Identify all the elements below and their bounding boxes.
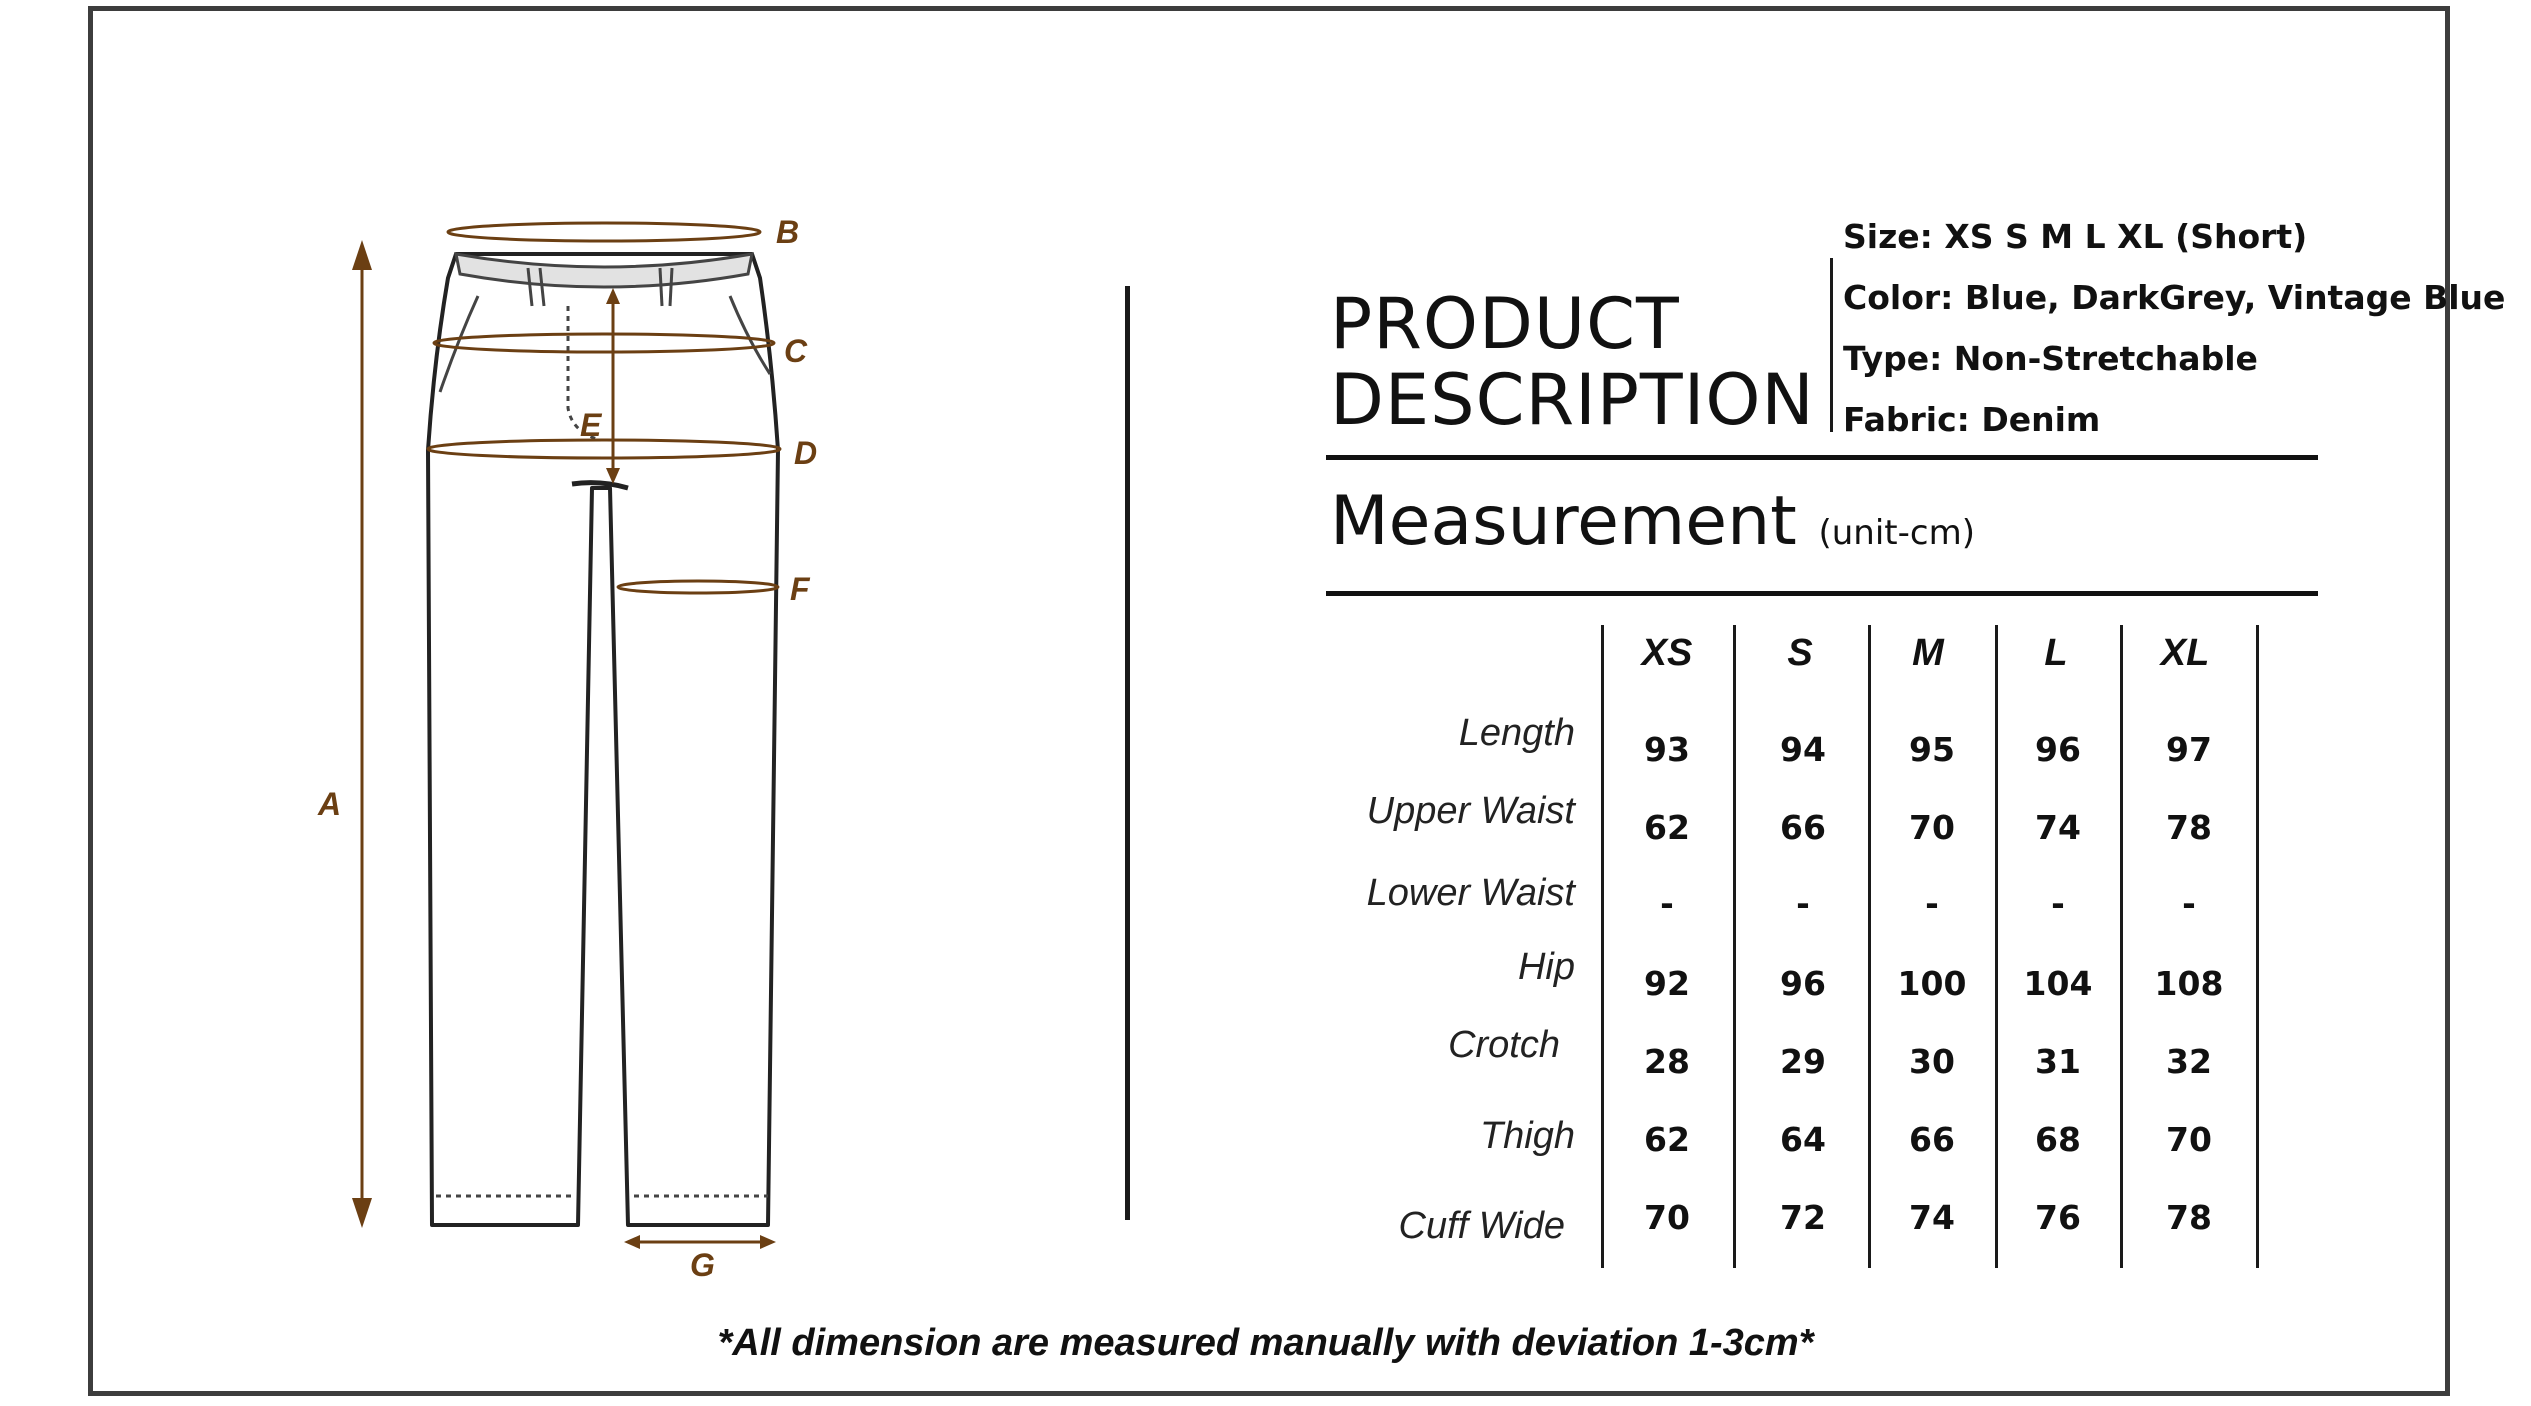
table-cell: - xyxy=(2182,884,2196,923)
table-cell: 92 xyxy=(1644,964,1690,1003)
label-B: B xyxy=(776,214,800,250)
row-label-upper-waist: Upper Waist xyxy=(1366,790,1575,832)
table-cell: 108 xyxy=(2154,964,2224,1003)
rule-top xyxy=(1326,455,2318,460)
table-cell: 62 xyxy=(1644,1120,1690,1159)
product-description-title xyxy=(1330,283,1815,441)
label-D: D xyxy=(794,435,818,471)
table-cell: 28 xyxy=(1644,1042,1690,1081)
table-cell: 96 xyxy=(1780,964,1826,1003)
table-cell: 62 xyxy=(1644,808,1690,847)
table-col-line xyxy=(1868,625,1871,1268)
title-line-2: DESCRIPTION xyxy=(1330,359,1815,441)
table-cell: 72 xyxy=(1780,1198,1826,1237)
table-cell: 66 xyxy=(1909,1120,1955,1159)
size-header-l: L xyxy=(2044,632,2068,674)
table-cell: 74 xyxy=(1909,1198,1955,1237)
pants-diagram xyxy=(0,0,1000,1300)
section-divider xyxy=(1125,286,1130,1220)
table-cell: 70 xyxy=(1644,1198,1690,1237)
row-label-cuff-wide: Cuff Wide xyxy=(1398,1205,1565,1247)
row-label-lower-waist: Lower Waist xyxy=(1366,872,1575,914)
row-label-hip: Hip xyxy=(1517,946,1575,988)
label-C: C xyxy=(784,333,808,369)
title-line-1: PRODUCT xyxy=(1330,283,1680,365)
table-cell: 29 xyxy=(1780,1042,1826,1081)
spec-type: Type: Non-Stretchable xyxy=(1843,339,2258,378)
arrow-heads xyxy=(352,240,776,1249)
pants-outline xyxy=(428,254,778,1225)
table-cell: 32 xyxy=(2166,1042,2212,1081)
table-cell: 93 xyxy=(1644,730,1690,769)
measurement-unit: (unit-cm) xyxy=(1818,513,1975,553)
table-cell: 74 xyxy=(2035,808,2081,847)
row-label-crotch: Crotch xyxy=(1448,1024,1560,1066)
label-G: G xyxy=(690,1247,715,1283)
table-cell: 30 xyxy=(1909,1042,1955,1081)
pants-details xyxy=(436,254,770,1196)
table-cell: 78 xyxy=(2166,808,2212,847)
table-col-line xyxy=(2120,625,2123,1268)
table-cell: - xyxy=(1660,884,1674,923)
rule-bottom xyxy=(1326,591,2318,596)
measurement-title: Measurement xyxy=(1330,482,1797,561)
label-F: F xyxy=(790,571,810,607)
table-col-line xyxy=(1733,625,1736,1268)
measurement-heading xyxy=(1330,482,1975,561)
table-cell: 100 xyxy=(1897,964,1967,1003)
table-cell: 78 xyxy=(2166,1198,2212,1237)
table-cell: 70 xyxy=(1909,808,1955,847)
size-header-s: S xyxy=(1787,632,1813,674)
table-cell: - xyxy=(2051,884,2065,923)
table-cell: 104 xyxy=(2023,964,2093,1003)
size-header-xl: XL xyxy=(2160,632,2210,674)
spec-fabric: Fabric: Denim xyxy=(1843,400,2101,439)
table-cell: 64 xyxy=(1780,1120,1826,1159)
table-cell: - xyxy=(1796,884,1810,923)
label-A: A xyxy=(318,786,342,822)
table-cell: 96 xyxy=(2035,730,2081,769)
table-cell: 66 xyxy=(1780,808,1826,847)
spec-color: Color: Blue, DarkGrey, Vintage Blue xyxy=(1843,278,2506,317)
size-header-xs: XS xyxy=(1641,632,1693,674)
table-cell: 70 xyxy=(2166,1120,2212,1159)
measurement-guides xyxy=(362,223,780,1242)
table-col-line xyxy=(2256,625,2259,1268)
table-col-line xyxy=(1601,625,1604,1268)
table-cell: 31 xyxy=(2035,1042,2081,1081)
size-header-m: M xyxy=(1912,632,1944,674)
spec-size: Size: XS S M L XL (Short) xyxy=(1843,217,2308,256)
label-E: E xyxy=(580,407,602,443)
table-col-line xyxy=(1995,625,1998,1268)
footnote: *All dimension are measured manually with deviation 1-3cm* xyxy=(717,1322,1814,1364)
row-label-length: Length xyxy=(1458,712,1575,754)
row-label-thigh: Thigh xyxy=(1479,1115,1575,1157)
table-cell: 94 xyxy=(1780,730,1826,769)
table-cell: - xyxy=(1925,884,1939,923)
table-cell: 97 xyxy=(2166,730,2212,769)
table-cell: 76 xyxy=(2035,1198,2081,1237)
table-cell: 68 xyxy=(2035,1120,2081,1159)
table-cell: 95 xyxy=(1909,730,1955,769)
spec-divider xyxy=(1830,258,1833,432)
product-specs xyxy=(1843,206,2505,450)
